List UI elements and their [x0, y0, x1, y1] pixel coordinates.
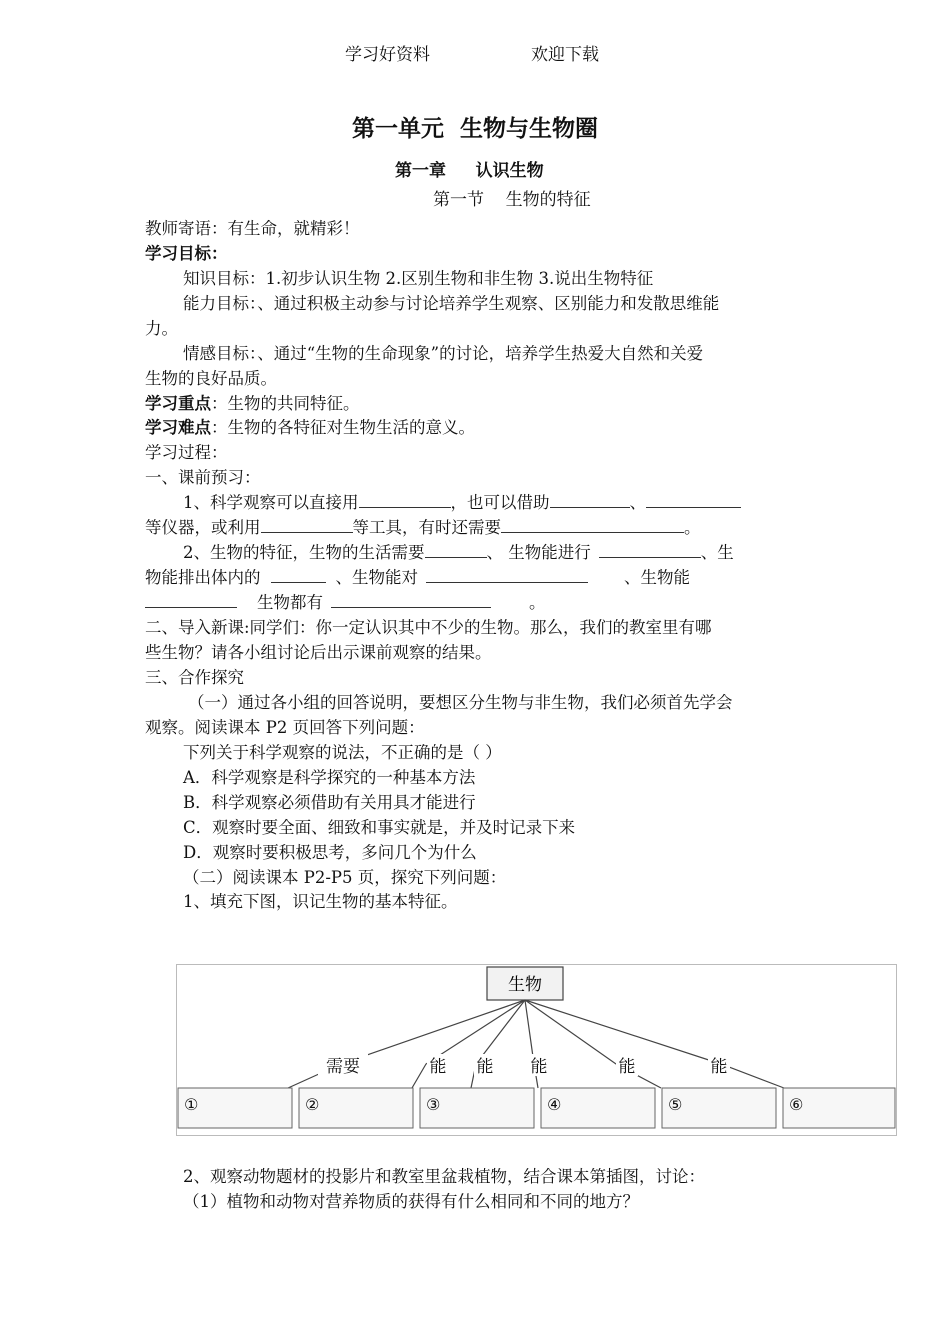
box-number: ④ — [547, 1095, 562, 1114]
blank[interactable] — [271, 568, 326, 583]
q2-line3 — [145, 589, 546, 613]
part1-heading: 一、课前预习： — [145, 468, 261, 487]
header-left: 学习好资料 — [345, 45, 430, 65]
part2-text: 二、导入新课:同学们：你一定认识其中不少的生物。那么，我们的教室里有哪 — [145, 618, 712, 637]
goal-emotion: 情感目标：、通过“生物的生命现象”的讨论，培养学生热爱大自然和关爱 — [183, 344, 704, 363]
box-number: ⑤ — [668, 1095, 683, 1114]
branch-label: 能 — [618, 1057, 636, 1077]
blank[interactable] — [550, 493, 630, 508]
key-text: ：生物的共同特征。 — [211, 394, 360, 413]
branch-label: 能 — [710, 1057, 728, 1077]
box-number: ① — [184, 1095, 199, 1114]
part3b-text: （二）阅读课本 P2-P5 页，探究下列问题： — [183, 868, 507, 887]
goal-knowledge: 知识目标：1.初步认识生物 2.区别生物和非生物 3.说出生物特征 — [183, 269, 654, 288]
blank[interactable] — [425, 543, 487, 558]
q2-text: 、生物能 — [624, 568, 690, 587]
section-title: 第一节 生物的特征 — [433, 190, 591, 210]
q1-line2 — [145, 514, 701, 538]
goal-ability: 能力目标：、通过积极主动参与讨论培养学生观察、区别能力和发散思维能 — [183, 294, 720, 313]
goal-ability-cont: 力。 — [145, 319, 178, 338]
blank[interactable] — [646, 493, 741, 508]
q2-text: 、生物能对 — [335, 568, 418, 587]
q2-text: 、 生物能进行 — [486, 543, 591, 562]
blank[interactable] — [426, 568, 588, 583]
goal-emotion-cont: 生物的良好品质。 — [145, 369, 277, 388]
root-label: 生物 — [508, 975, 542, 995]
q1-line1 — [183, 489, 741, 513]
process-heading: 学习过程： — [145, 443, 228, 462]
part3b-item1: 1、填充下图，识记生物的基本特征。 — [183, 892, 458, 911]
part3b-item2-sub1: （1）植物和动物对营养物质的获得有什么相同和不同的地方？ — [183, 1192, 639, 1211]
part3a-text-cont: 观察。阅读课本 P2 页回答下列问题： — [145, 718, 425, 737]
part3b-item2: 2、观察动物题材的投影片和教室里盆栽植物，结合课本第插图，讨论： — [183, 1167, 705, 1186]
teacher-note: 教师寄语：有生命，就精彩！ — [145, 219, 360, 238]
blank[interactable] — [145, 593, 237, 608]
difficulty — [145, 414, 475, 438]
q2-text: 生物都有 — [257, 593, 323, 612]
q1-text: 1、科学观察可以直接用 — [183, 493, 359, 512]
q2-text: 、生 — [700, 543, 734, 562]
box-number: ③ — [426, 1095, 441, 1114]
header-right: 欢迎下载 — [531, 45, 599, 65]
branch-label: 能 — [476, 1057, 494, 1077]
part3a-text: （一）通过各小组的回答说明，要想区分生物与非生物，我们必须首先学会 — [188, 693, 733, 712]
mc-option-c: C．观察时要全面、细致和事实就是，并及时记录下来 — [183, 818, 576, 837]
q2-text: 。 — [529, 593, 546, 612]
goals-heading: 学习目标： — [145, 244, 228, 263]
q1-text: ，也可以借助 — [450, 493, 550, 512]
blank[interactable] — [261, 518, 353, 533]
box-number: ② — [305, 1095, 320, 1114]
chapter-title: 第一章 认识生物 — [395, 161, 544, 181]
q2-line2 — [145, 564, 690, 588]
branch-label: 能 — [429, 1057, 447, 1077]
part3-heading: 三、合作探究 — [145, 668, 244, 687]
q2-line1 — [183, 539, 734, 563]
mc-question: 下列关于科学观察的说法，不正确的是（ ） — [183, 743, 502, 762]
q1-text: 、 — [629, 493, 646, 512]
mc-option-a: A．科学观察是科学探究的一种基本方法 — [183, 768, 476, 787]
q1-text: 等工具，有时还需要 — [352, 518, 501, 537]
key-point — [145, 390, 360, 414]
difficulty-label: 学习难点 — [145, 418, 211, 437]
box-number: ⑥ — [789, 1095, 804, 1114]
blank[interactable] — [599, 543, 701, 558]
part2-text-cont: 些生物？请各小组讨论后出示课前观察的结果。 — [145, 643, 492, 662]
q1-text: 等仪器，或利用 — [145, 518, 261, 537]
mc-option-b: B．科学观察必须借助有关用具才能进行 — [183, 793, 476, 812]
difficulty-text: ：生物的各特征对生物生活的意义。 — [211, 418, 475, 437]
q2-text: 2、生物的特征，生物的生活需要 — [183, 543, 425, 562]
blank[interactable] — [359, 493, 451, 508]
q2-text: 物能排出体内的 — [145, 568, 261, 587]
key-label: 学习重点 — [145, 394, 211, 413]
characteristics-diagram — [176, 964, 897, 1136]
blank[interactable] — [331, 593, 491, 608]
branch-label: 能 — [530, 1057, 548, 1077]
page-title: 第一单元 生物与生物圈 — [351, 116, 598, 142]
mc-option-d: D．观察时要积极思考，多问几个为什么 — [183, 843, 477, 862]
branch-label: 需要 — [326, 1057, 360, 1077]
q1-text: 。 — [684, 518, 701, 537]
blank[interactable] — [501, 518, 684, 533]
